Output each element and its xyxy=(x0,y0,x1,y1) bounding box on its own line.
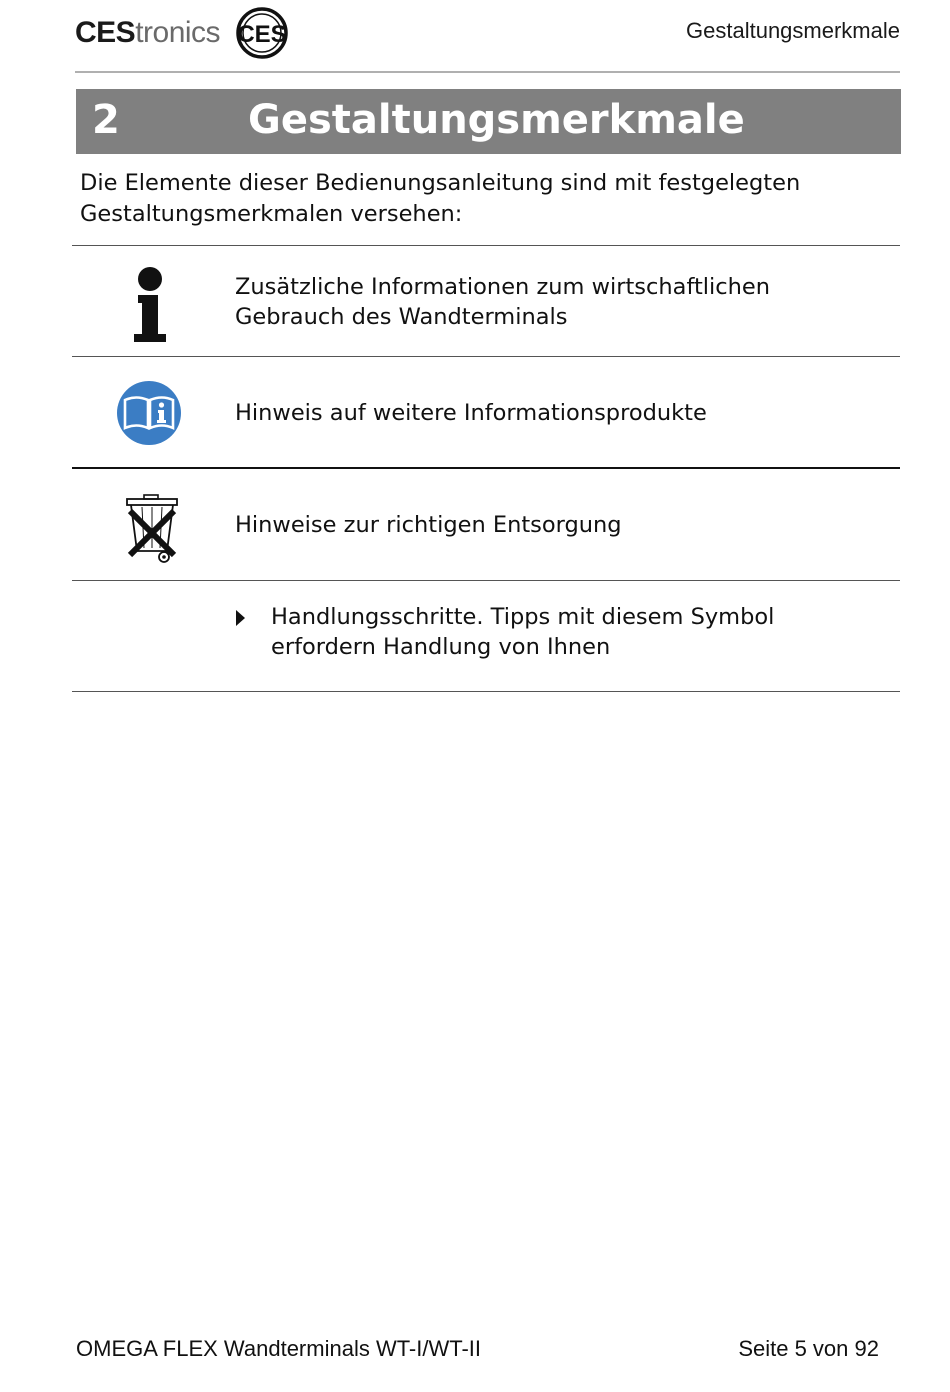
ces-logo-icon xyxy=(235,6,289,60)
ces-logo-text: CES xyxy=(237,21,287,48)
brand-bold-text: CES xyxy=(75,16,136,49)
feature-text xyxy=(235,398,895,428)
footer-page-number: Seite 5 von 92 xyxy=(738,1336,879,1361)
chapter-heading-bar xyxy=(76,89,901,154)
manual-info-icon xyxy=(116,380,182,446)
arrow-right-icon xyxy=(236,610,245,626)
chapter-number: 2 xyxy=(92,97,120,143)
feature-text-line: Hinweise zur richtigen Entsorgung xyxy=(235,512,622,538)
brand-wordmark xyxy=(75,16,220,50)
running-section-title: Gestaltungsmerkmale xyxy=(686,18,900,43)
table-divider xyxy=(72,245,900,246)
brand-light-text: tronics xyxy=(135,16,221,49)
table-divider xyxy=(72,467,900,469)
crossed-bin-icon xyxy=(122,493,182,565)
feature-text xyxy=(235,510,895,540)
table-divider xyxy=(72,691,900,692)
page-header xyxy=(75,6,900,68)
feature-text xyxy=(235,272,895,332)
table-divider xyxy=(72,580,900,581)
feature-text-line: Handlungsschritte. Tipps mit diesem Symbol xyxy=(271,604,775,630)
feature-text-line: erfordern Handlung von Ihnen xyxy=(271,634,611,660)
chapter-title: Gestaltungsmerkmale xyxy=(248,97,745,143)
feature-text-line: Zusätzliche Informationen zum wirtschaftlichen xyxy=(235,274,771,300)
feature-text-line: Gebrauch des Wandterminals xyxy=(235,304,568,330)
header-divider xyxy=(75,71,900,73)
info-icon xyxy=(128,266,176,344)
feature-text xyxy=(271,602,891,662)
feature-text-line: Hinweis auf weitere Informationsprodukte xyxy=(235,400,707,426)
intro-paragraph: Die Elemente dieser Bedienungsanleitung sind mit festgelegten Gestaltungsmerkmalen versehen: xyxy=(80,170,801,227)
footer-product-name: OMEGA FLEX Wandterminals WT-I/WT-II xyxy=(76,1336,482,1361)
table-divider xyxy=(72,356,900,357)
